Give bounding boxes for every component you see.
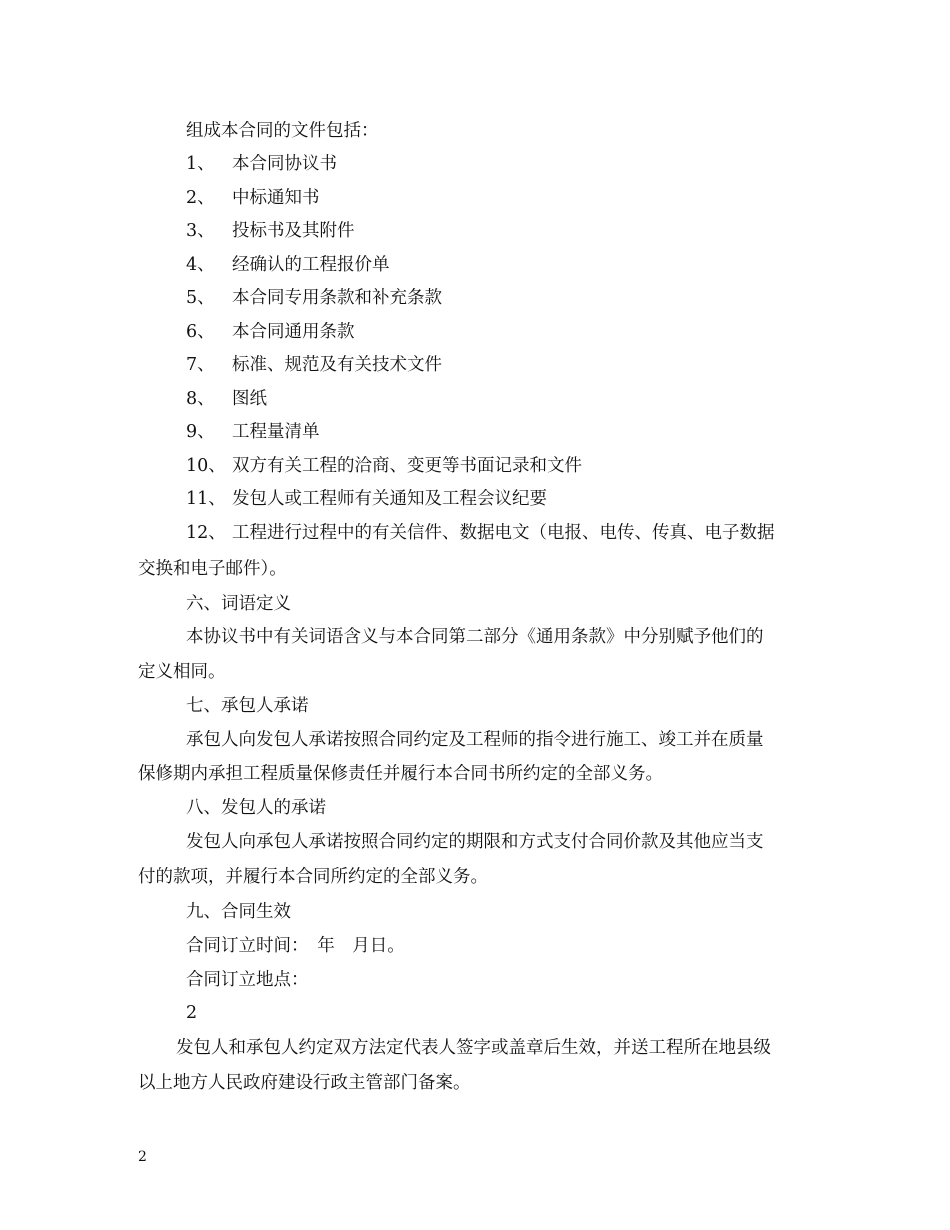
list-item — [186, 254, 390, 276]
list-item-number: 2、 — [186, 188, 215, 208]
contract-place-line: 合同订立地点： — [186, 970, 309, 990]
list-item-number: 4、 — [186, 255, 215, 275]
list-item-text: 工程量清单 — [232, 422, 320, 442]
list-item-number: 10、 — [186, 456, 226, 476]
list-item — [186, 321, 355, 343]
list-item-text: 本合同通用条款 — [232, 322, 355, 342]
list-item-number: 3、 — [186, 221, 215, 241]
section-heading: 八、发包人的承诺 — [186, 798, 326, 818]
list-item — [186, 287, 442, 309]
list-item-text: 投标书及其附件 — [232, 221, 355, 241]
list-item-number: 8、 — [186, 389, 215, 409]
section-heading: 九、合同生效 — [186, 902, 291, 922]
intro-line: 组成本合同的文件包括： — [186, 121, 379, 141]
paragraph-line: 以上地方人民政府建设行政主管部门备案。 — [138, 1073, 471, 1093]
contract-time-line: 合同订立时间： 年 月日。 — [186, 936, 405, 956]
list-item — [186, 421, 320, 443]
list-item — [186, 388, 267, 410]
list-item-text: 发包人或工程师有关通知及工程会议纪要 — [232, 489, 547, 509]
paragraph-line: 承包人向发包人承诺按照合同约定及工程师的指令进行施工、竣工并在质量 — [186, 730, 764, 750]
list-item-text: 图纸 — [232, 389, 267, 409]
list-item-text: 本合同专用条款和补充条款 — [232, 288, 442, 308]
paragraph-line: 定义相同。 — [138, 662, 226, 682]
list-item — [186, 354, 442, 376]
list-item — [186, 153, 337, 175]
inline-number: 2 — [186, 1003, 198, 1023]
paragraph-line: 保修期内承担工程质量保修责任并履行本合同书所约定的全部义务。 — [138, 764, 663, 784]
list-item-number: 5、 — [186, 288, 215, 308]
paragraph-line: 本协议书中有关词语含义与本合同第二部分《通用条款》中分别赋予他们的 — [186, 627, 764, 647]
list-item-text: 经确认的工程报价单 — [232, 255, 390, 275]
list-item-text: 中标通知书 — [232, 188, 320, 208]
list-item — [186, 187, 320, 209]
list-item-number: 1、 — [186, 154, 215, 174]
list-item-continuation: 交换和电子邮件）。 — [138, 559, 287, 579]
list-item-text: 工程进行过程中的有关信件、数据电文（电报、电传、传真、电子数据 — [232, 523, 775, 543]
list-item-number: 9、 — [186, 422, 215, 442]
page-number: 2 — [138, 1149, 147, 1165]
list-item-number: 6、 — [186, 322, 215, 342]
list-item-number: 12、 — [186, 523, 226, 543]
list-item — [186, 522, 810, 544]
section-heading: 六、词语定义 — [186, 594, 291, 614]
list-item — [186, 455, 582, 477]
list-item — [186, 488, 547, 510]
list-item-number: 7、 — [186, 355, 215, 375]
paragraph-line: 发包人和承包人约定双方法定代表人签字或盖章后生效，并送工程所在地县级 — [176, 1038, 771, 1058]
list-item-text: 本合同协议书 — [232, 154, 337, 174]
list-item-number: 11、 — [186, 489, 226, 509]
paragraph-line: 发包人向承包人承诺按照合同约定的期限和方式支付合同价款及其他应当支 — [186, 832, 764, 852]
paragraph-line: 付的款项，并履行本合同所约定的全部义务。 — [138, 867, 488, 887]
section-heading: 七、承包人承诺 — [186, 696, 309, 716]
list-item-text: 标准、规范及有关技术文件 — [232, 355, 442, 375]
list-item — [186, 220, 355, 242]
list-item-text: 双方有关工程的洽商、变更等书面记录和文件 — [232, 456, 582, 476]
